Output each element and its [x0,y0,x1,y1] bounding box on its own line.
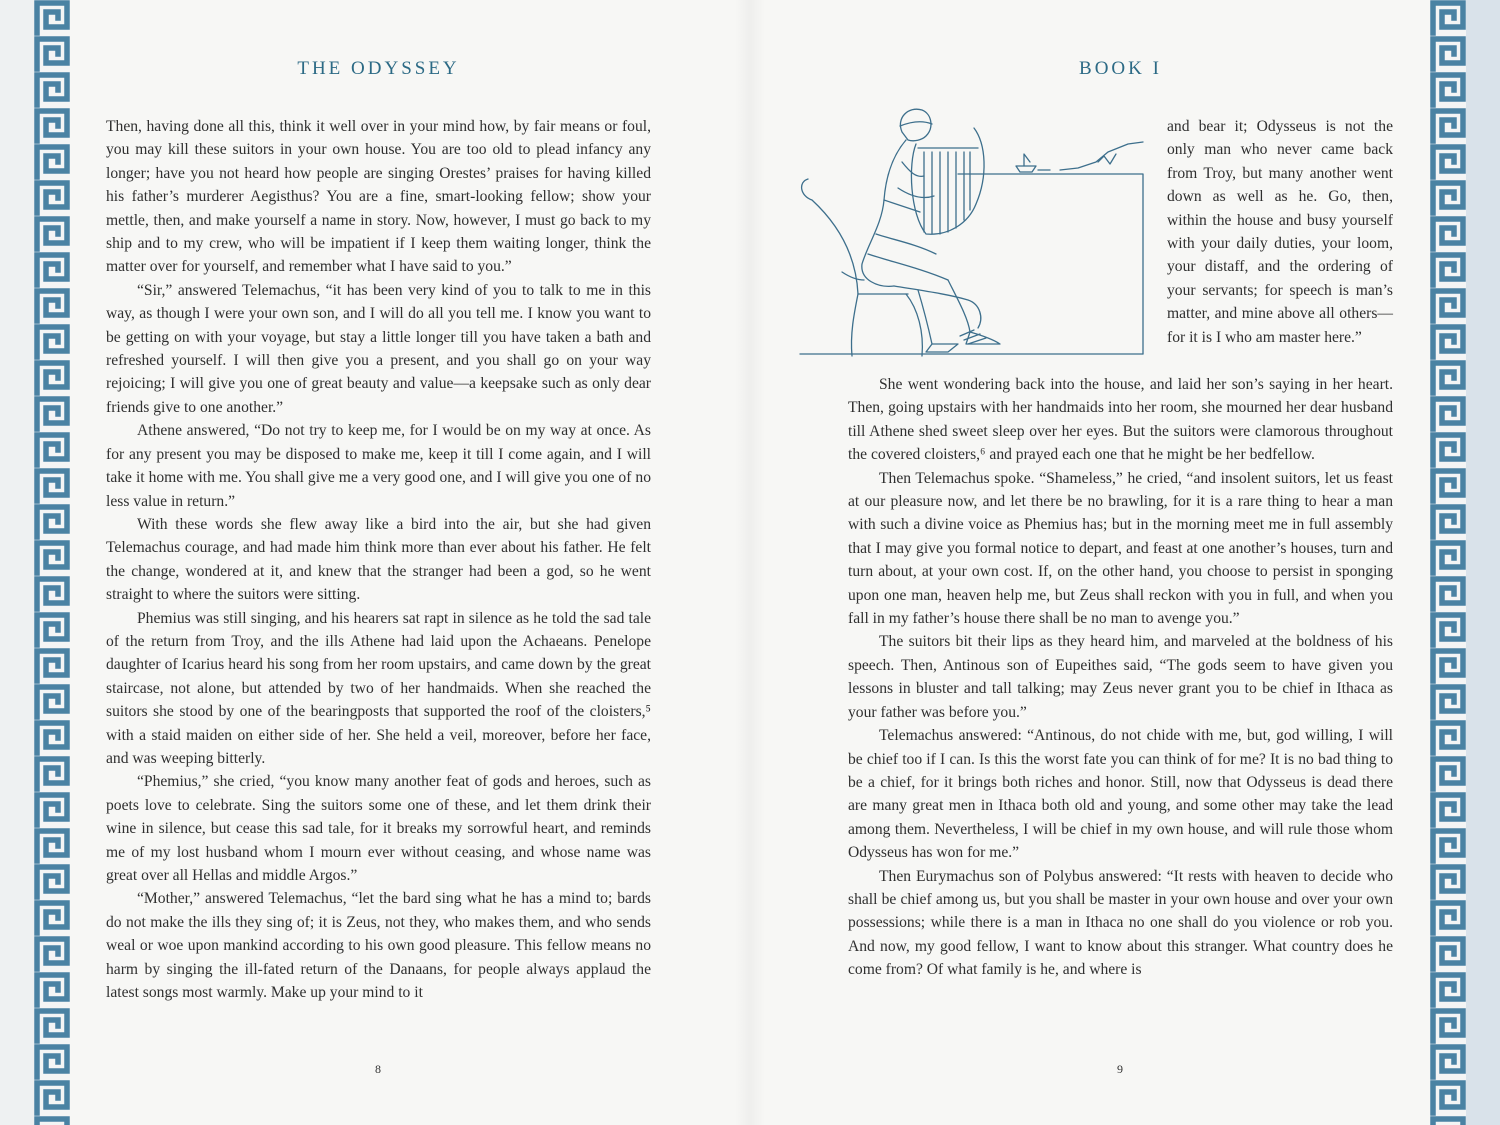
paragraph: Phemius was still singing, and his hearers sat rapt in silence as he told the sad tale of the return from Troy, and the ills Athene had laid upon the Achaeans. Penelope daughter of Icarius heard his song from her room upstairs, and came down by the great staircase, not alone, but attended by two of her handmaids. When she reached the suitors she stood by one of the bearingposts that supported the roof of the cloisters,⁵ with a staid maiden on either side of her. She held a veil, moreover, before her face, and was weeping bitterly. [106,609,651,767]
page-edge-left [0,0,34,1125]
page-edge-right [1466,0,1500,1125]
paragraph: Then Eurymachus son of Polybus answered: “It rests with heaven to decide who shall be chief among us, but you shall be master in your own house and over your own possessions; while there is a man in Ithaca no one shall do you violence or rob you. And now, my good fellow, I want to know about this stranger. What country does he come from? Of what family is he, and where is [848,867,1393,979]
paragraph: Athene answered, “Do not try to keep me, for I would be on my way at once. As for any present you may be disposed to make me, keep it till I come again, and I will take it home with me. You shall give me a very good one, and I will give you one of no less value in return.” [106,422,651,510]
paragraph: She went wondering back into the house, and laid her son’s saying in her heart. Then, going upstairs with her handmaids into her room, she mourned her dear husband till Athene shed sweet sleep over her eyes. But the suitors were clamorous throughout the covered cloisters,⁶ and prayed each one that he might be her bedfellow. [848,376,1393,464]
paragraph: The suitors bit their lips as they heard him, and marveled at the boldness of his speech. Then, Antinous son of Eupeithes said, “The gods seem to have given you lessons in bluster and tall talking; may Zeus never grant you to be chief in Ithaca as your father was before you.” [848,633,1393,721]
running-head-left: THE ODYSSEY [297,58,460,79]
greek-key-border-left [34,0,70,1125]
wrap-text [1167,115,1393,349]
page-number-right: 9 [1117,1062,1123,1076]
page-number-left: 8 [375,1062,381,1076]
paragraph: “Mother,” answered Telemachus, “let the bard sing what he has a mind to; bards do not make the ills they sing of; it is Zeus, not they, who makes them, and who sends weal or woe upon mankind according to his own good pleasure. This fellow means no harm by singing the ill-fated return of the Danaans, for people always applaud the latest songs most warmly. Make up your mind to it [106,890,651,1002]
paragraph: Then, having done all this, think it well over in your mind how, by fair means or foul, you may kill these suitors in your own house. You are too old to plead infancy any longer; have you not heard how people are singing Orestes’ praises for having killed his father’s murderer Aegisthus? You are a fine, smart-looking fellow; show your mettle, then, and make yourself a name in story. Now, however, I must go back to my ship and to my crew, who will be impatient if I keep them waiting longer, think the matter over for yourself, and remember what I have said to you.” [106,118,651,276]
running-head-right: BOOK I [1079,58,1162,79]
paragraph: “Sir,” answered Telemachus, “it has been very kind of you to talk to me in this way, as though I were your own son, and I will do all you tell me. I know you want to be getting on with your voyage, but stay a little longer till you have taken a bath and refreshed yourself. I will then give you a present, and you shall go on your way rejoicing; I will give you one of great beauty and value—a keepsake such as only dear friends give to one another.” [106,281,651,416]
greek-key-border-right [1430,0,1466,1125]
book-gutter [735,0,765,1125]
paragraph: and bear it; Odysseus is not the only man who never came back from Troy, but many another went down as well as he. Go, then, within the house and busy yourself with your daily duties, your loom, your distaff, and the ordering of your servants; for speech is man’s matter, and mine above all others—for it is I who am master here.” [1167,118,1393,346]
paragraph: “Phemius,” she cried, “you know many another feat of gods and heroes, such as poets love to celebrate. Sing the suitors some one of these, and let them drink their wine in silence, but cease this sad tale, for it breaks my sorrowful heart, and reminds me of my lost husband whom I mourn ever without ceasing, and whose name was great over all Hellas and middle Argos.” [106,773,651,884]
lyre-player-illustration [798,104,1148,360]
paragraph: Then Telemachus spoke. “Shameless,” he cried, “and insolent suitors, let us feast at our pleasure now, and let there be no brawling, for it is a rare thing to hear a man with such a divine voice as Phemius has; but in the morning meet me in full assembly that I may give you formal notice to depart, and feast at one another’s houses, turn and turn about, at your own cost. If, on the other hand, you choose to persist in sponging upon one man, heaven help me, but Zeus shall reckon with you in full, and when you fall in my father’s house there shall be no man to avenge you.” [848,469,1393,628]
paragraph: Telemachus answered: “Antinous, do not chide with me, but, god willing, I will be chief too if I can. Is this the worst fate you can think of for me? It is no bad thing to be a chief, for it brings both riches and honor. Still, now that Odysseus is dead there are many great men in Ithaca both old and young, and some other may take the lead among them. Nevertheless, I will be chief in my own house, and will rule those whom Odysseus has won for me.” [848,727,1393,862]
right-page-text [848,373,1393,982]
left-page-text [106,115,651,1004]
paragraph: With these words she flew away like a bird into the air, but she had given Telemachus courage, and had made him think more than ever about his father. He felt the change, wondered at it, and knew that the stranger had been a god, so he went straight to where the suitors were sitting. [106,515,651,604]
